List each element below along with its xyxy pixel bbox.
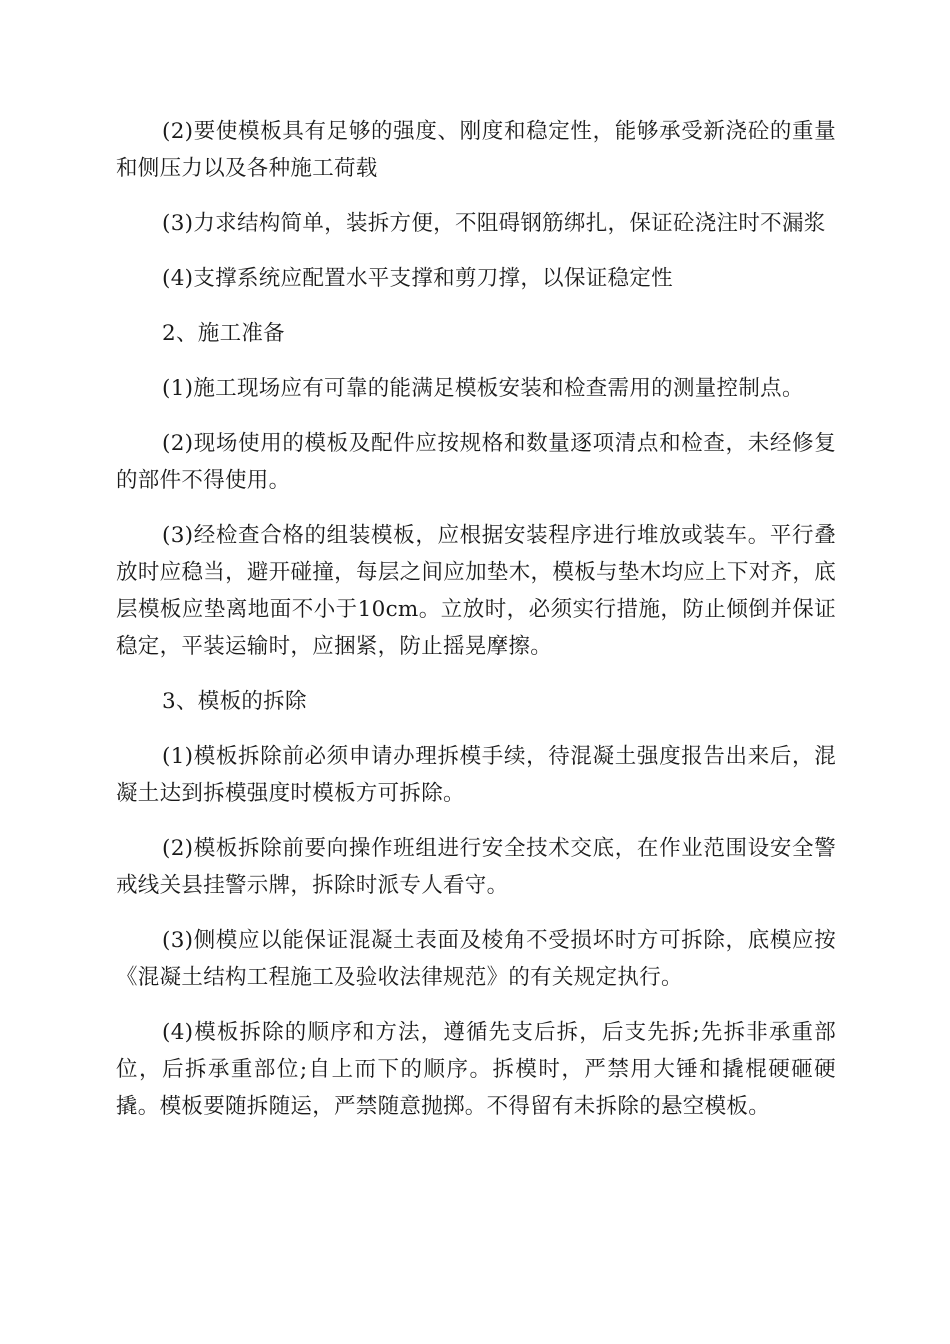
paragraph-removal-application: (1)模板拆除前必须申请办理拆模手续，待混凝土强度报告出来后，混凝土达到拆模强度时模板方可拆除。: [116, 744, 836, 806]
paragraph-safety-briefing: (2)模板拆除前要向操作班组进行安全技术交底，在作业范围设安全警戒线关县挂警示牌，拆除时派专人看守。: [116, 836, 836, 898]
paragraph-simple-structure: (3)力求结构简单，装拆方便，不阻碍钢筋绑扎，保证砼浇注时不漏浆: [162, 211, 826, 236]
section-heading-preparation: 2、施工准备: [162, 321, 285, 346]
paragraph-removal-order: (4)模板拆除的顺序和方法，遵循先支后拆，后支先拆;先拆非承重部位，后拆承重部位;自上而下的顺序。拆模时，严禁用大锤和撬棍硬砸硬撬。模板要随拆随运，严禁随意抛掷。不得留有未拆除的悬空模板。: [116, 1020, 836, 1119]
document-body: [116, 113, 836, 1143]
paragraph-support-system: (4)支撑系统应配置水平支撑和剪刀撑，以保证稳定性: [162, 266, 673, 291]
paragraph-formwork-strength: (2)要使模板具有足够的强度、刚度和稳定性，能够承受新浇砼的重量和侧压力以及各种施工荷载: [116, 119, 836, 181]
paragraph-inspect-parts: (2)现场使用的模板及配件应按规格和数量逐项清点和检查，未经修复的部件不得使用。: [116, 431, 836, 493]
paragraph-control-points: (1)施工现场应有可靠的能满足模板安装和检查需用的测量控制点。: [162, 376, 804, 401]
paragraph-side-formwork: (3)侧模应以能保证混凝土表面及棱角不受损坏时方可拆除，底模应按《混凝土结构工程施工及验收法律规范》的有关规定执行。: [116, 928, 836, 990]
section-heading-removal: 3、模板的拆除: [162, 689, 307, 714]
paragraph-stacking: (3)经检查合格的组装模板，应根据安装程序进行堆放或装车。平行叠放时应稳当，避开碰撞，每层之间应加垫木，模板与垫木均应上下对齐，底层模板应垫离地面不小于10cm。立放时，必须实行措施，防止倾倒并保证稳定，平装运输时，应捆紧，防止摇晃摩擦。: [116, 523, 836, 659]
